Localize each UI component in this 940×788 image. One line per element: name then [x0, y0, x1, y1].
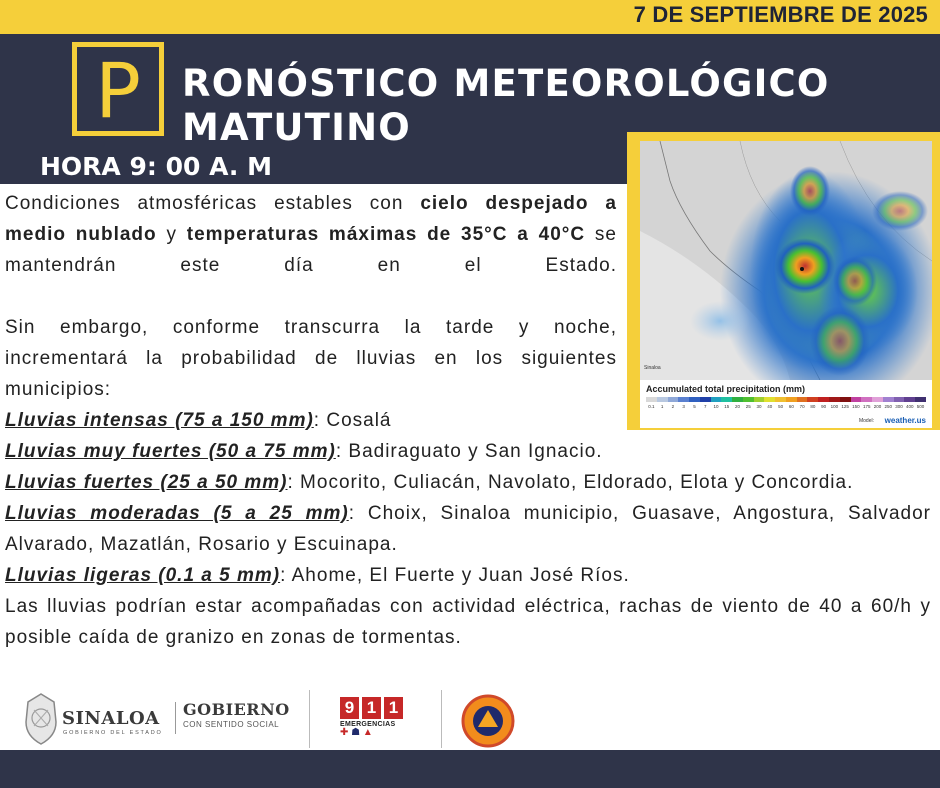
legend-tick-4: 5 [693, 404, 696, 409]
legend-color-bar [646, 397, 926, 402]
rain-item-moderate: Lluvias moderadas (5 a 25 mm): Choix, Sinaloa municipio, Guasave, Angostura, Salvador Alvarado, Mazatlán, Rosario y Escuinapa. [5, 503, 931, 555]
legend-tick-11: 40 [767, 404, 773, 409]
legend-title: Accumulated total precipitation (mm) [646, 384, 806, 394]
footer-divider-3 [441, 690, 442, 748]
rain-item-very-strong: Lluvias muy fuertes (50 a 75 mm): Badiraguato y San Ignacio. [5, 441, 603, 462]
rain-item-strong: Lluvias fuertes (25 a 50 mm): Mocorito, Culiacán, Navolato, Eldorado, Elota y Concordia. [5, 472, 854, 493]
footer-divider-2 [309, 690, 310, 748]
legend-tick-8: 20 [735, 404, 741, 409]
legend-tick-18: 125 [841, 404, 849, 409]
precipitation-map-image [640, 141, 932, 380]
title-line-2: MATUTINO [182, 106, 411, 149]
emergency-icons: ✚ ☗ ▲ [340, 727, 373, 738]
legend-tick-2: 2 [671, 404, 675, 409]
legend-tick-14: 70 [799, 404, 805, 409]
time-label: HORA 9: 00 A. M [40, 152, 272, 181]
paragraph-closing: Las lluvias podrían estar acompañadas con actividad eléctrica, rachas de viento de 40 a 60/h y posible caída de granizo en zonas de tormentas. [5, 596, 931, 648]
legend-tick-10: 30 [756, 404, 762, 409]
legend-tick-15: 80 [810, 404, 816, 409]
emergencias-label: EMERGENCIAS [340, 721, 396, 728]
sinaloa-wordmark: SINALOA [62, 708, 160, 729]
title-initial-box [72, 42, 164, 136]
digit-1b: 1 [384, 697, 403, 719]
date-bar [0, 0, 940, 34]
legend-tick-7: 15 [724, 404, 730, 409]
emergencias-911-logo [340, 697, 406, 747]
sinaloa-subtitle: GOBIERNO DEL ESTADO [63, 730, 163, 736]
footer-divider-1 [175, 702, 176, 734]
legend-tick-21: 200 [873, 404, 882, 409]
sinaloa-logo [22, 692, 182, 748]
proteccion-civil-logo [461, 694, 515, 748]
rain-list [5, 405, 931, 653]
legend-tick-1: 1 [660, 404, 664, 409]
forecast-body [5, 188, 617, 282]
footer-bar [0, 750, 940, 788]
gobierno-logo [183, 700, 313, 740]
rain-item-light: Lluvias ligeras (0.1 a 5 mm): Ahome, El Fuerte y Juan José Ríos. [5, 565, 630, 586]
digit-1a: 1 [362, 697, 381, 719]
date-label: 7 DE SEPTIEMBRE DE 2025 [633, 2, 928, 27]
map-source-label: Sinaloa [644, 365, 661, 371]
legend-model-label: Model: [858, 418, 874, 424]
911-digits [340, 697, 406, 719]
weather-us-logo: weather.us [884, 416, 926, 425]
legend-tick-13: 60 [788, 404, 794, 409]
legend-tick-24: 400 [906, 404, 914, 409]
legend-tick-3: 3 [682, 404, 685, 409]
state-seal-icon [22, 692, 60, 746]
gobierno-wordmark: GOBIERNO [183, 700, 290, 719]
title-initial: P [95, 46, 141, 135]
legend-tick-12: 50 [778, 404, 784, 409]
rain-item-intense: Lluvias intensas (75 a 150 mm): Cosalá [5, 410, 392, 431]
paragraph-conditions: Condiciones atmosféricas estables con cielo despejado a medio nublado y temperaturas máximas de 35°C a 40°C se mantendrán este día en el Estado. [5, 193, 617, 277]
legend-tick-20: 175 [862, 404, 871, 409]
legend-tick-9: 25 [745, 404, 751, 409]
legend-tick-6: 10 [713, 404, 719, 409]
forecast-body-2 [5, 312, 617, 406]
legend-tick-23: 300 [895, 404, 903, 409]
paragraph-intro-rain: Sin embargo, conforme transcurra la tarde y noche, incrementará la probabilidad de lluvias en los siguientes municipios: [5, 317, 617, 401]
legend-tick-25: 500 [916, 404, 925, 409]
legend-tick-16: 90 [821, 404, 827, 409]
title-line-1: RONÓSTICO METEOROLÓGICO [182, 62, 830, 105]
precipitation-map [640, 141, 932, 380]
legend-tick-19: 150 [852, 404, 860, 409]
legend-tick-22: 250 [884, 404, 892, 409]
gobierno-subtitle: CON SENTIDO SOCIAL [183, 720, 280, 729]
digit-9: 9 [340, 697, 359, 719]
legend-tick-5: 7 [703, 404, 707, 409]
civil-protection-icon [461, 694, 515, 748]
legend-tick-17: 100 [830, 404, 839, 409]
legend-tick-0: 0.1 [648, 404, 655, 409]
